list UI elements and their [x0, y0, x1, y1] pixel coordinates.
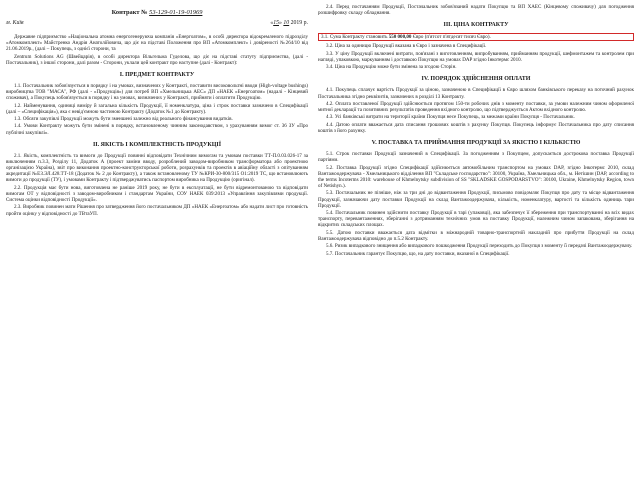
clause-3-1-prefix: 3.1. Сума Контракту становить [321, 34, 388, 41]
clause-2-2: 2.2. Продукція має бути нова, виготовлена не раніше 2019 року, не бути в експлуатації, не бути відремонтованою та відповідати вимогам ОТ у відповідності з заводом-виробником і стандартам України, СОУ НАЕК 039:2013 «Управління закупівлями продукції. Система оцінки відповідності Продукції». [6, 184, 308, 204]
clause-5-7: 5.7. Постачальник гарантує Покупцю, що, на дату поставки, вказаної в Специфікації. [326, 250, 510, 257]
clause-3-1-suffix: Євро (п'ятсот п'ятдесят тисяч Євро). [412, 34, 491, 41]
left-column [6, 4, 308, 218]
date-year: 2019 р. [290, 20, 308, 26]
clause-4-4: 4.4. Датою оплати вважається дата списання грошових коштів з рахунку Покупця. Покупець інформує Постачальника про дату списання коштів з його рахунку. [318, 121, 634, 134]
contract-title [6, 8, 308, 17]
clause-3-3: 3.3. У ціну Продукції включені витрати, пов'язані з виготовленням, випробуванням, прийманням продукції, шефмонтажем та контролем при нагляді, упаковкою, маркуванням і доставкою Покупцю на умовах DAP згідно Інкотермс 2010. [318, 50, 634, 63]
right-column [318, 4, 634, 258]
section-5-title: V. ПОСТАВКА ТА ПРИЙМАННЯ ПРОДУКЦІЇ ЗА ЯКІСТЮ І КІЛЬКІСТЮ [371, 140, 581, 147]
place-date-line [6, 19, 308, 28]
clause-5-1: 5.1. Строк поставки Продукції зазначений в Специфікації. За погодженням з Покупцем, допускається дострокова поставка Продукції партіями. [318, 151, 634, 164]
date-open-quote: « [270, 20, 274, 26]
date-month: 10 [283, 20, 290, 26]
clause-3-4: 3.4. Ціна на Продукцію може бути змінена за згодою Сторін. [326, 64, 457, 71]
clause-2-4: 2.4. Перед постачанням Продукції, Постачальник зобов'язаний надати Покупцю та ВП ХАЕС (Кінцевому споживачу) для погодження розшифровку складу обладнання. [318, 4, 634, 17]
section-2-title: ІІ. ЯКІСТЬ І КОМПЛЕКТНІСТЬ ПРОДУКЦІЇ [92, 141, 222, 148]
clause-5-5: 5.5. Датою поставки вважається дата відмітки в міжнародній товарно-транспортній накладній про прибуття Продукції на склад Вантажоодержувача відповідно до п.5.2 Контракту. [318, 229, 634, 242]
clause-5-2: 5.2. Поставка Продукції згідно Специфікації здійснюється автомобільним транспортом на умовах DAP, згідно Інкотермс 2010, склад Вантажоодержувача - Хмельницького відділення ВП "Складське господарство": 30100, Україна, Хмельницька обл., м. Нетішин (DAP, according to the terms Incoterms 2010: warehouse of Khmelnytsky subdivision of SS "SKLADSKE GOSPODARSTVO": 30100, Ukraine, Khmelnytsky Region, town of Netishyn.). [318, 164, 634, 190]
clause-4-3: 4.3. Усі банківські витрати на території країни Покупця несе Покупець, за межами країни Покупця - Постачальник. [326, 114, 575, 121]
clause-5-4: 5.4. Постачальник повинен здійснити поставку Продукції в тарі (упаковці), яка забезпечує її збереження при транспортуванні на всіх видах транспорту, перевантаженнях, зберіганні з дотриманням технічних умов на поставку Продукції, належним чином запакована, зберігання на відкритих складських площах. [318, 210, 634, 229]
clause-1-4: 1.4. Умови Контракту можуть бути змінені в порядку, встановленому чинним законодавством, з урахуванням вимог ст. 36 ЗУ «Про публічні закупівлі». [6, 123, 308, 136]
clause-2-3: 2.3. Виробник повинен мати Рішення про затвердження його постачальником ДП «НАЕК «Енергоатом» або надати лист про готовність пройти оцінку у відповідності до ТВтаУП. [6, 204, 308, 217]
city: м. Київ [6, 20, 24, 26]
clause-2-1: 2.1. Якість, комплектність та вимоги до Продукції повинні відповідати Технічним вимогам та умовам поставки ТТ-П.0.03.026-17 за виключенням п.3.3, Розділу 11, Додаток А (проект заміни вводу, розроблений заводом-виробником трансформатора або проектною організацією Україна), звіт про виконання проектно-конструкторської роботи, розрахунків та проектів в авіаційну області з опітуванням акредитації №ЕЗ.ЭЛ.428.ТТ-18 (Додаток № 2 до Контракту), а також встановленому ТУ №КРИ-30-800/315 О1:2019 ТС, що встановлюють вимоги до продукції (ТУ), і умовами Контракту і підтверджуватись паспортом виробника на Продукцію (оригінал). [6, 152, 308, 184]
contract-sum-amount: 550 000,00 [388, 34, 412, 41]
parties-seller: Zentrum Solutions AG (Швейцарія), в особі директора Вільгельма Гуделова, що діє на підставі статуту підприємства, (далі - Постачальник), з іншої сторони, далі разом - Сторони, уклали цей контракт про наступне (далі - Контракт): [6, 53, 308, 66]
section-3-title: ІІІ. ЦІНА КОНТРАКТУ [443, 22, 509, 29]
contract-date [270, 19, 308, 28]
clause-1-3: 1.3. Обсяги закупівлі Продукції можуть бути зменшені залежно від реального фінансування видатків. [14, 116, 233, 123]
contract-number: 53-129-01-19-01969 [149, 9, 203, 16]
clause-3-2: 3.2. Ціна за одиницю Продукції вказана в Євро і зазначена в Специфікації. [326, 43, 487, 50]
contract-sum-highlight [318, 33, 634, 41]
clause-1-1: 1.1. Постачальник зобов'язується в порядку і на умовах, визначених у Контракті, поставити високовольтні вводи (High-voltage bushings) виробництва ТОВ "МАСА", РФ (далі - «Продукція») для потреб ВП «Хмельницька АЕС» ДП «НАЕК «Енергоатом» (надалі - Кінцевий споживач), а Покупець зобов'язується в порядку і на умовах, визначених у Контракті, прийняти і оплатити Продукцію. [6, 82, 308, 102]
clause-4-1: 4.1. Покупець сплачує вартість Продукції за ціною, зазначеною в Специфікації в Євро шляхом банківського переказу на поточний рахунок Постачальника згідно реквізитів, зазначених в розділі 13 Контракту. [318, 87, 634, 100]
parties-intro: Державне підприємство «Національна атомна енергогенеруюча компанія «Енергоатом», в особі директора відокремленого підрозділу «Атомкомплект» Майстренко Андрія Анатолійовича, що діє на підставі Положення про ВП «Атомкомплект» і довіреності №264/10 від 21.06.2019р., (далі – Покупець, з однієї сторони, та [6, 34, 308, 53]
contract-title-prefix: Контракт № [111, 9, 148, 16]
clause-1-2: 1.2. Найменування, одиниці виміру й загальна кількість Продукції, її номенклатура, ціна і строк поставки зазначено в Специфікації (далі – «Специфікація»), яка є невід'ємною частиною Контракту (Додаток №1 до Контракту). [6, 102, 308, 115]
section-4-title: IV. ПОРЯДОК ЗДІЙСНЕННЯ ОПЛАТИ [421, 76, 531, 83]
clause-5-6: 5.6. Ризик випадкового знищення або випадкового пошкодження Продукції переходить до Покупця з моменту її передачі Вантажоодержувачу. [326, 243, 633, 250]
date-day: 15 [273, 20, 279, 26]
section-1-title: І. ПРЕДМЕТ КОНТРАКТУ [119, 71, 195, 78]
date-close-quote: » [279, 20, 282, 26]
clause-4-2: 4.2. Оплата поставленої Продукції здійснюється протягом 150-ти робочих днів з моменту поставки, за умови належним чином оформленої митної декларації та позитивних результатів проведення вхідного контролю, що підтверджується Актом вхідного контролю. [318, 100, 634, 114]
clause-5-3: 5.3. Постачальник не пізніше, ніж за три дні до відвантаження Продукції, письмово повідомляє Покупця про дату та місце відвантаження Продукції, зазначаючи дату поставки Продукції на склад Вантажоодержувача, кількість, номенклатуру, вартості та кількість одиниць тари Продукції. [318, 190, 634, 209]
